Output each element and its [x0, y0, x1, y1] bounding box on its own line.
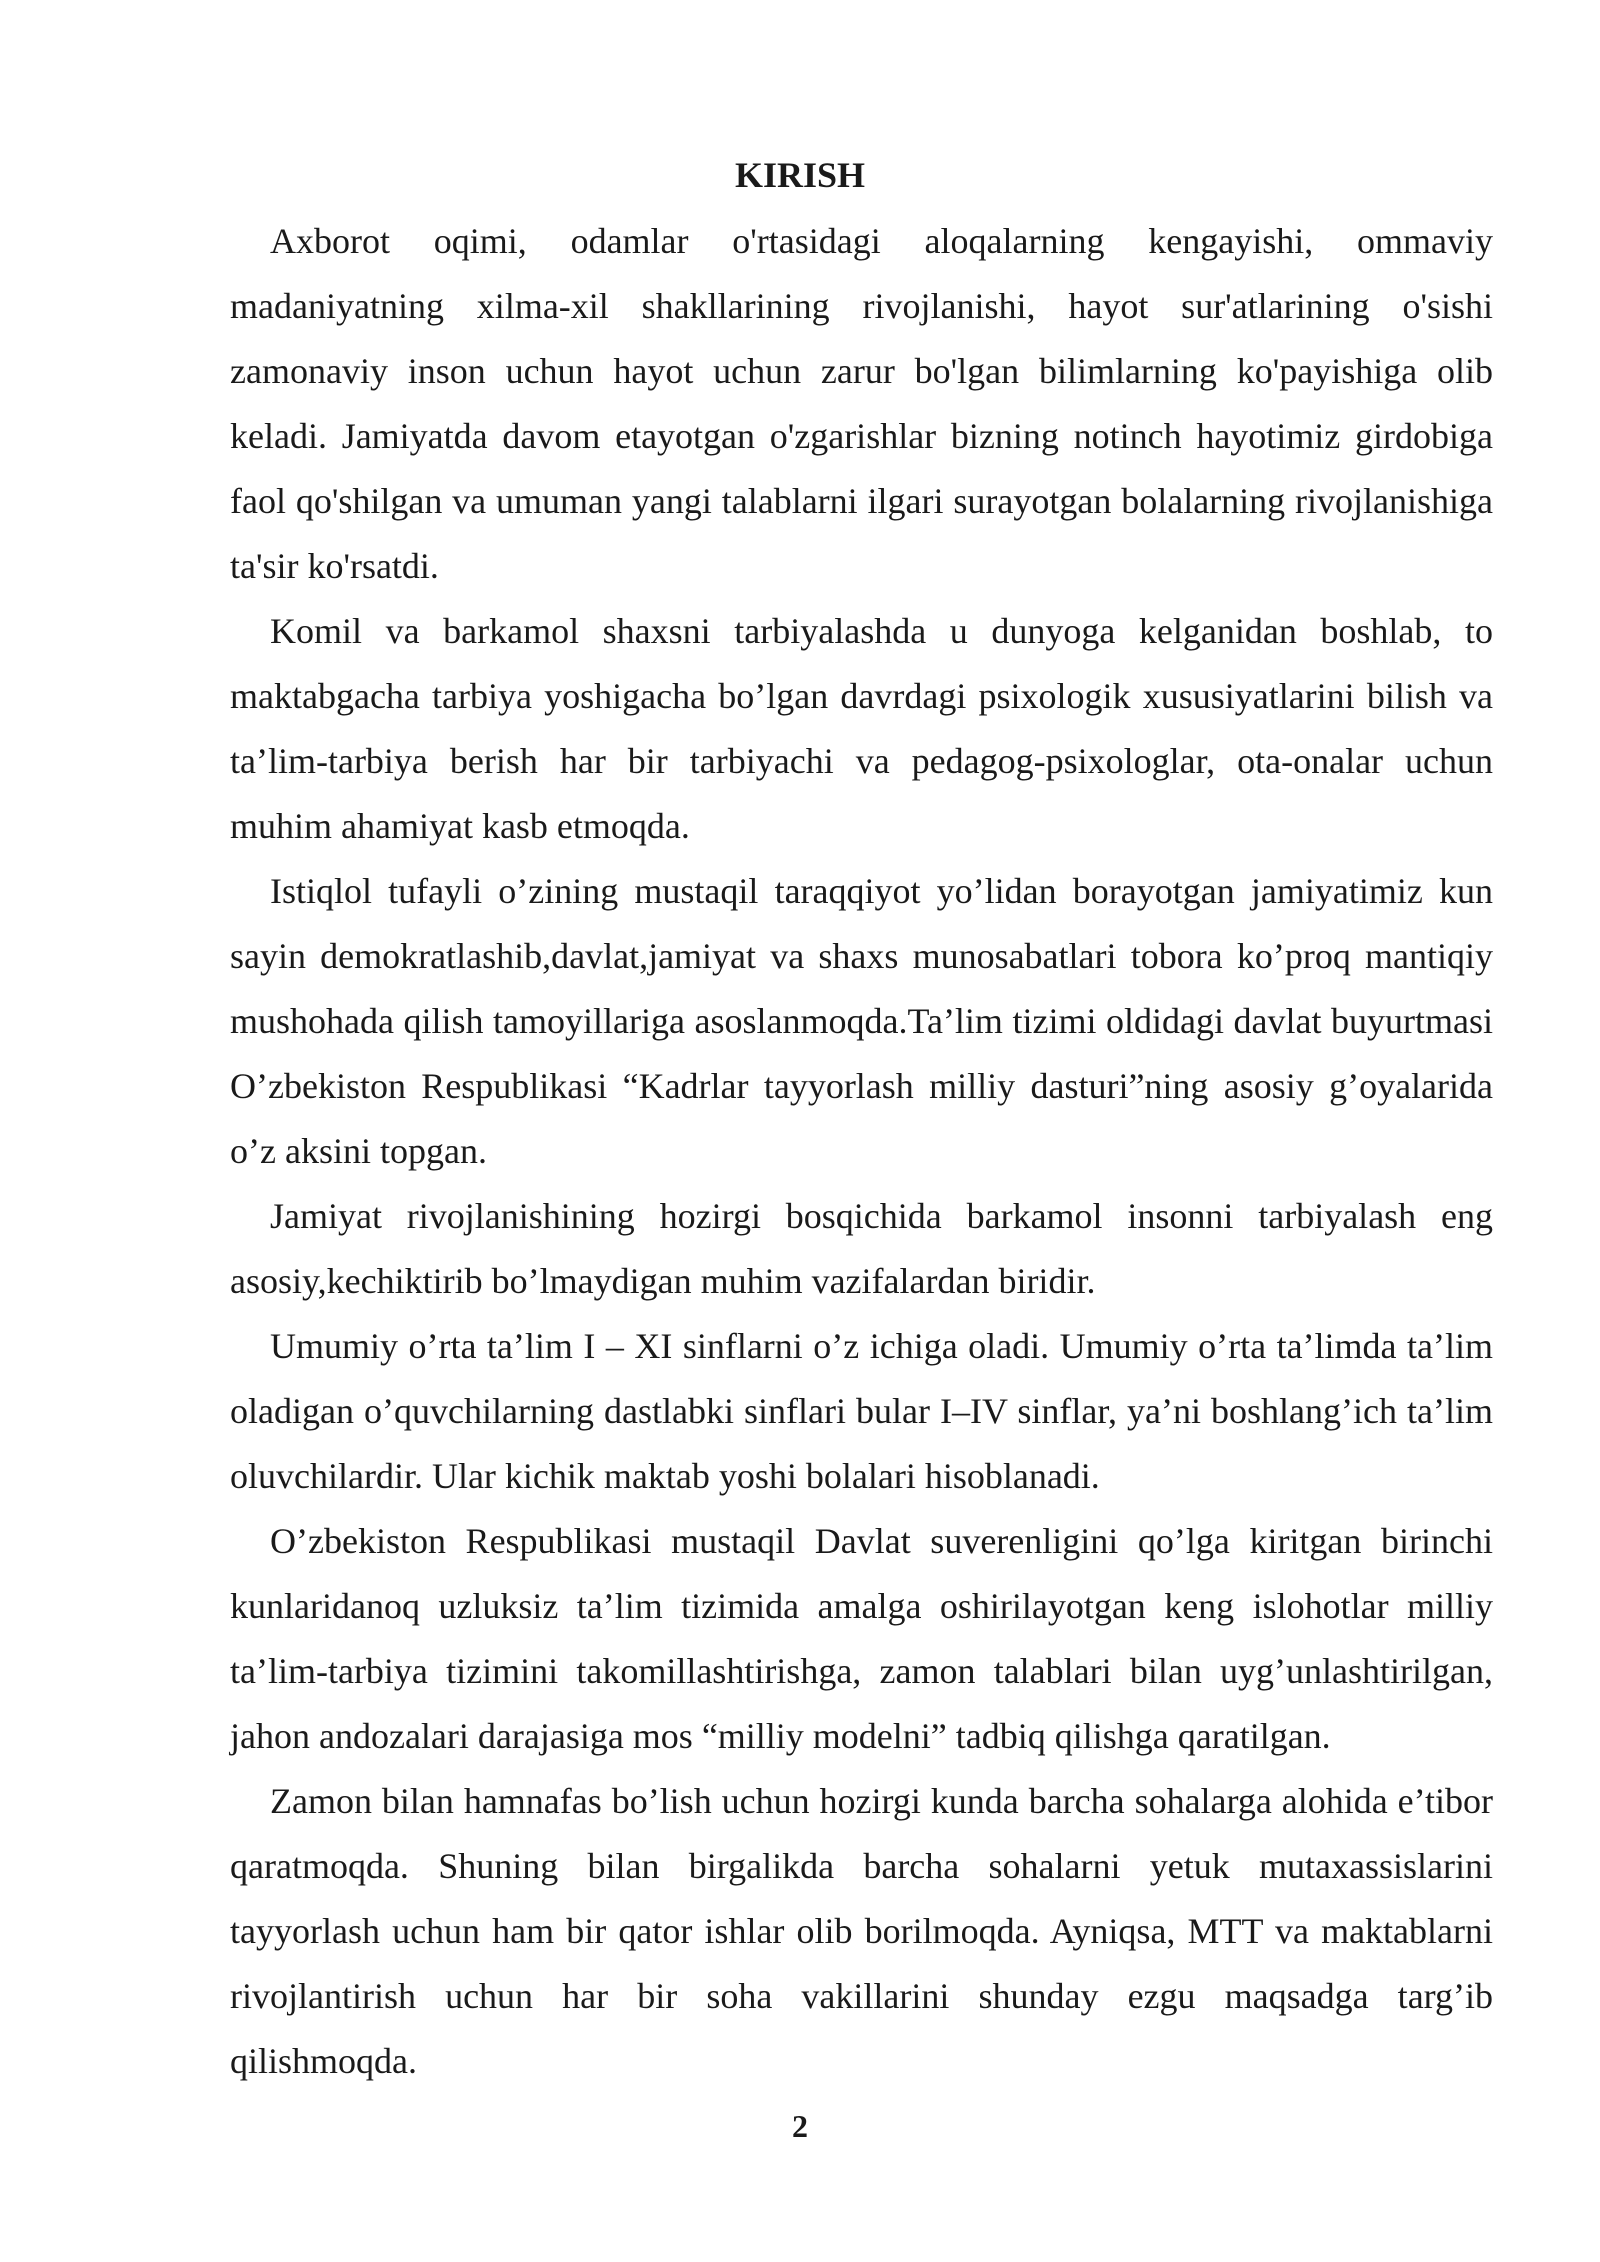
paragraph: Jamiyat rivojlanishining hozirgi bosqichida barkamol insonni tarbiyalash eng asosiy,kechiktirib bo’lmaydigan muhim vazifalardan biridir.: [230, 1196, 1493, 1301]
paragraph: Zamon bilan hamnafas bo’lish uchun hozirgi kunda barcha sohalarga alohida e’tibor qaratmoqda. Shuning bilan birgalikda barcha sohalarni yetuk mutaxassislarini tayyorlash uchun ham bir qator ishlar olib borilmoqda. Ayniqsa, MTT va maktablarni rivojlantirish uchun har bir soha vakillarini shunday ezgu maqsadga targ’ib qilishmoqda.: [230, 1781, 1493, 2081]
paragraph: Komil va barkamol shaxsni tarbiyalashda u dunyoga kelganidan boshlab, to maktabgacha tarbiya yoshigacha bo’lgan davrdagi psixologik xususiyatlarini bilish va ta’lim-tarbiya berish har bir tarbiyachi va pedagog-psixologlar, ota-onalar uchun muhim ahamiyat kasb etmoqda.: [230, 611, 1493, 846]
paragraph: O’zbekiston Respublikasi mustaqil Davlat suverenligini qo’lga kiritgan birinchi kunlaridanoq uzluksiz ta’lim tizimida amalga oshirilayotgan keng islohotlar milliy ta’lim-tarbiya tizimini takomillashtirishga, zamon talablari bilan uyg’unlashtirilgan, jahon andozalari darajasiga mos “milliy modelni” tadbiq qilishga qaratilgan.: [230, 1521, 1493, 1756]
paragraph: Axborot oqimi, odamlar o'rtasidagi aloqalarning kengayishi, ommaviy madaniyatning xilma-xil shakllarining rivojlanishi, hayot sur'atlarining o'sishi zamonaviy inson uchun hayot uchun zarur bo'lgan bilimlarning ko'payishiga olib keladi. Jamiyatda davom etayotgan o'zgarishlar bizning notinch hayotimiz girdobiga faol qo'shilgan va umuman yangi talablarni ilgari surayotgan bolalarning rivojlanishiga ta'sir ko'rsatdi.: [230, 221, 1493, 586]
document-body: [230, 209, 1493, 2094]
document-title: KIRISH: [734, 155, 866, 195]
page-number: 2: [792, 2108, 808, 2144]
paragraph: Umumiy o’rta ta’lim I – XI sinflarni o’z ichiga oladi. Umumiy o’rta ta’limda ta’lim oladigan o’quvchilarning dastlabki sinflari bular I–IV sinflar, ya’ni boshlang’ich ta’lim oluvchilardir. Ular kichik maktab yoshi bolalari hisoblanadi.: [230, 1326, 1493, 1496]
paragraph: Istiqlol tufayli o’zining mustaqil taraqqiyot yo’lidan borayotgan jamiyatimiz kun sayin demokratlashib,davlat,jamiyat va shaxs munosabatlari tobora ko’proq mantiqiy mushohada qilish tamoyillariga asoslanmoqda.Ta’lim tizimi oldidagi davlat buyurtmasi O’zbekiston Respublikasi “Kadrlar tayyorlash milliy dasturi”ning asosiy g’oyalarida o’z aksini topgan.: [230, 871, 1493, 1171]
